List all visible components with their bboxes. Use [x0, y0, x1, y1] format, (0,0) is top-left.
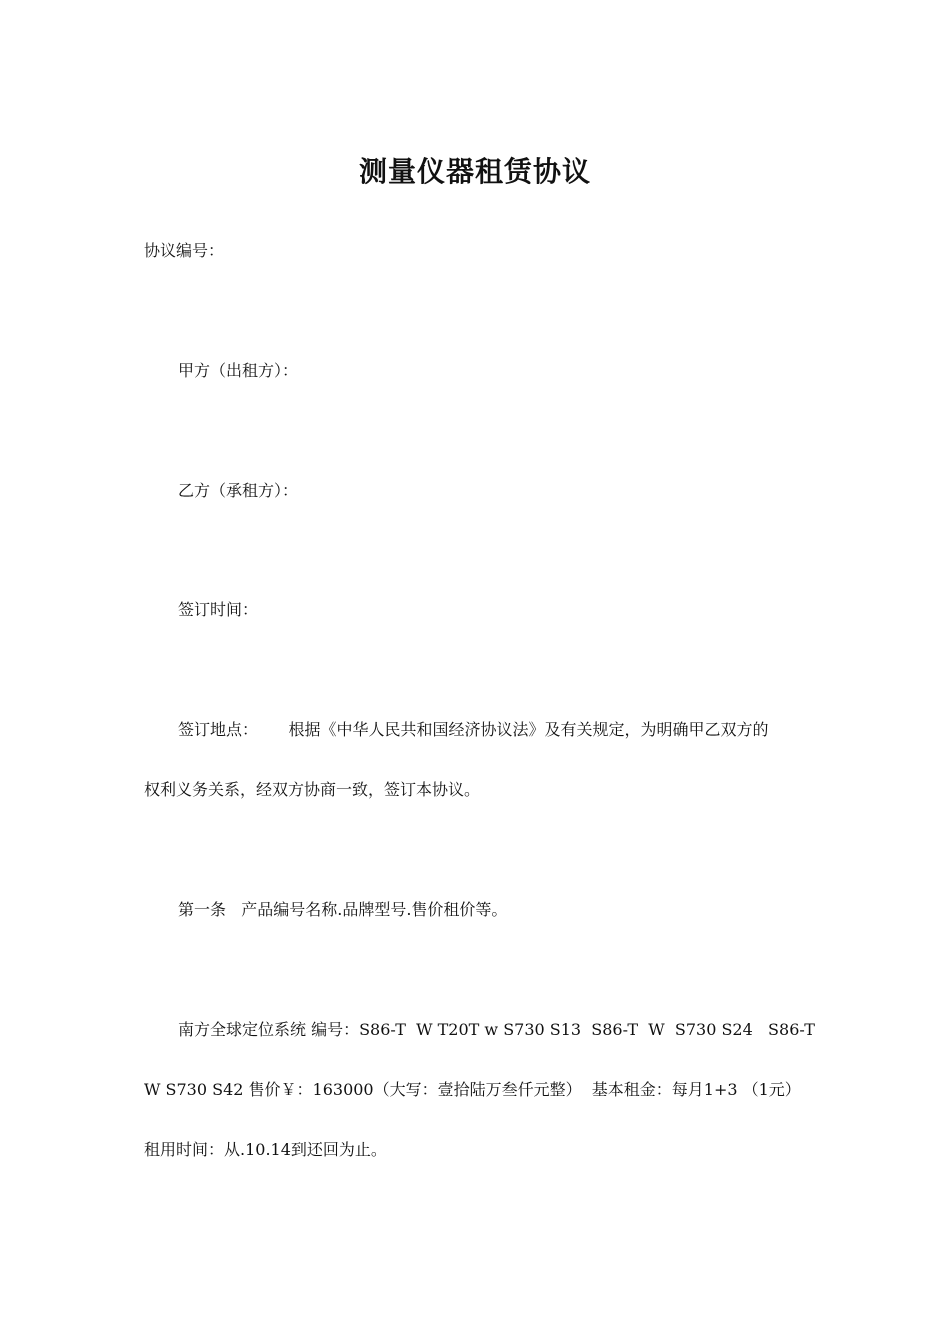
article-one-heading: 第一条 产品编号名称.品牌型号.售价租价等。 — [178, 900, 508, 919]
signing-time-label: 签订时间： — [178, 600, 259, 619]
document-title: 测量仪器租赁协议 — [358, 155, 591, 188]
purpose-paragraph-continuation: 权利义务关系，经双方协商一致，签订本协议。 — [144, 780, 481, 799]
party-b-label: 乙方（承租方）： — [178, 481, 299, 500]
product-line-1: 南方全球定位系统 编号：S86-T W T20T w S730 S13 S86-T W S730 S24 S86-T — [178, 1020, 815, 1039]
product-line-3: 租用时间：从.10.14到还回为止。 — [144, 1140, 387, 1159]
agreement-number-label: 协议编号： — [144, 241, 225, 260]
product-line-2: W S730 S42 售价￥：163000（大写：壹拾陆万叁仟元整） 基本租金：每月1+3 （1元） — [144, 1080, 801, 1099]
party-a-label: 甲方（出租方）： — [178, 361, 299, 380]
signing-place-paragraph: 签订地点： 根据《中华人民共和国经济协议法》及有关规定，为明确甲乙双方的 — [178, 720, 769, 739]
